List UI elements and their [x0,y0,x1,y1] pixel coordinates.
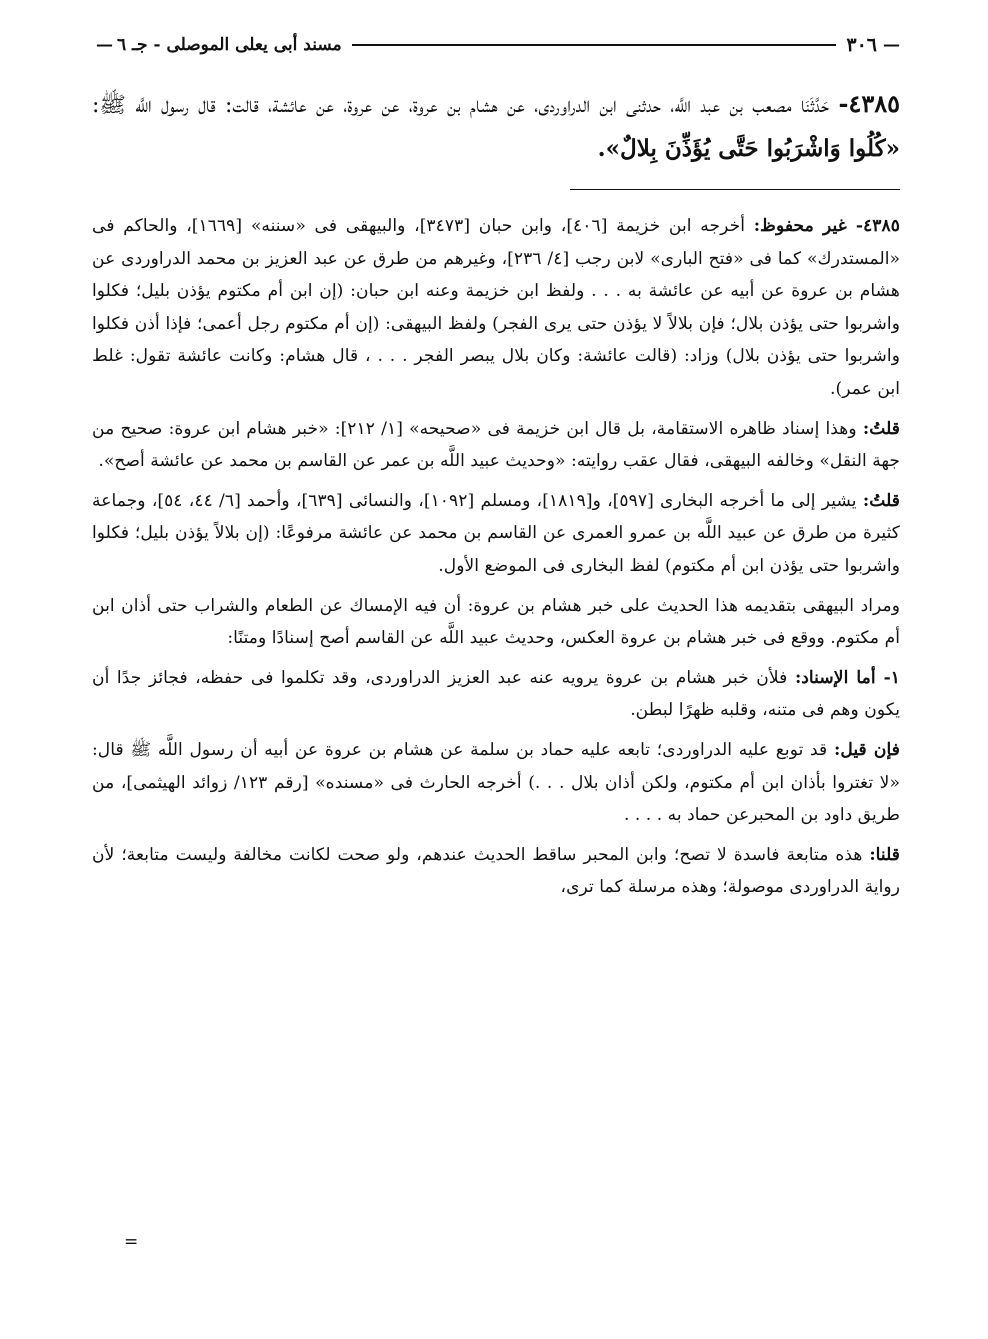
header-rule [352,44,837,46]
footnote-paragraph [92,839,900,904]
header-dash-start: — [883,35,900,55]
footnote-divider [570,189,900,190]
footnote-paragraph [92,590,900,655]
hadith-number: ٤٣٨٥- [838,89,900,118]
book-title: مسند أبى يعلى الموصلى - جـ ٦ [117,35,342,55]
footnote-text: قد توبع عليه الدراوردى؛ تابعه عليه حماد بن سلمة عن هشام بن عروة عن أبيه أن رسول اللَّه ﷺ قال: «لا تغتروا بأذان ابن أم مكتوم، ولكن أذان بلال . . .) أخرجه الحارث فى «مسنده» [رقم ١٢٣/ زوائد الهيثمى]، من طريق داود بن المحبرعن حماد به . . . . [92,739,900,826]
footnote-lead: ٤٣٨٥- غير محفوظ: [753,216,900,236]
footnote-text: أخرجه ابن خزيمة [٤٠٦]، وابن حبان [٣٤٧٣]، والبيهقى فى «سننه» [١٦٦٩]، والحاكم فى «المستدرك» كما فى «فتح البارى» لابن رجب [٤/ ٢٣٦]، وغيرهم من طرق عن عبد العزيز بن محمد الدراوردى عن هشام بن عروة عن أبيه عن عائشة به . . . ولفظ ابن خزيمة وعنه ابن حبان: (إن ابن أم مكتوم يؤذن بليل؛ فكلوا واشربوا حتى يؤذن بلال؛ فإن بلالاً لا يؤذن حتى يرى الفجر) ولفظ البيهقى: (إن أم مكتوم رجل أعمى؛ فإذا أذن فكلوا واشربوا حتى يؤذن بلال) وزاد: (قالت عائشة: وكان بلال يبصر الفجر . . . ، قال هشام: وكانت عائشة تقول: غلط ابن عمر). [92,216,900,399]
footnote-paragraph [92,662,900,727]
continuation-mark: = [124,1232,139,1252]
hadith-body: حَدَّثَنَا مصعب بن عبد اللَّه، حدثنى ابن الدراوردى، عن هشام بن عروة، عن عروة، عن عائشة، قالت: قال رسول اللَّه ﷺ: [92,93,830,118]
footnote-paragraph [92,210,900,406]
footnote-lead: فإن قيل: [833,739,901,760]
footnote-text: فلأن خبر هشام بن عروة يرويه عنه عبد العزيز الدراوردى، وقد تكلموا فى حفظه، فجائز جدًا أن يكون وهم فى متنه، وقلبه ظهرًا لبطن. [92,667,900,721]
footnote-text: هذه متابعة فاسدة لا تصح؛ وابن المحبر ساقط الحديث عندهم، ولو صحت لكانت مخالفة وليست متابعة؛ لأن رواية الدراوردى موصولة؛ وهذه مرسلة كما ترى، [92,844,900,898]
footnote-text: وهذا إسناد ظاهره الاستقامة، بل قال ابن خزيمة فى «صحيحه» [١/ ٢١٢]: «خبر هشام ابن عروة: صحيح من جهة النقل» وخالفه البيهقى، فقال عقب روايته: «وحديث عبيد اللَّه بن عمر عن القاسم بن محمد عن عائشة أصح». [92,418,900,472]
page-number: ٣٠٦ [846,34,877,56]
footnote-paragraph [92,485,900,583]
footnote-paragraph [92,734,900,832]
header-dash-end: — [96,35,113,55]
footnote-text: ومراد البيهقى بتقديمه هذا الحديث على خبر هشام بن عروة: أن فيه الإمساك عن الطعام والشراب حتى أذان ابن أم مكتوم. ووقع فى خبر هشام بن عروة العكس، وحديث عبيد اللَّه عن القاسم أصح إسنادًا ومتنًا: [92,595,900,649]
footnote-lead: قلنا: [869,844,901,865]
page-header [92,30,900,60]
footnote-text: يشير إلى ما أخرجه البخارى [٥٩٧]، و[١٨١٩]، ومسلم [١٠٩٢]، والنسائى [٦٣٩]، وأحمد [٦/ ٤٤، ٥٤]، وجماعة كثيرة من طرق عن عبيد اللَّه بن عمرو العمرى عن القاسم بن محمد عن عائشة مرفوعًا: (إن بلالاً يؤذن بليل؛ فكلوا واشربوا حتى يؤذن ابن أم مكتوم) لفظ البخارى فى الموضع الأول. [92,490,900,576]
footnote-lead: قلتُ: [862,418,900,439]
hadith-text [92,82,900,171]
footnote-paragraph [92,413,900,478]
footnote-lead: قلتُ: [862,490,900,511]
footnote-lead: ١- أما الإسناد: [794,667,900,688]
footnotes [92,210,900,911]
hadith-quote: «كُلُوا وَاشْرَبُوا حَتَّى يُؤَذِّنَ بِلالٌ». [597,135,900,162]
